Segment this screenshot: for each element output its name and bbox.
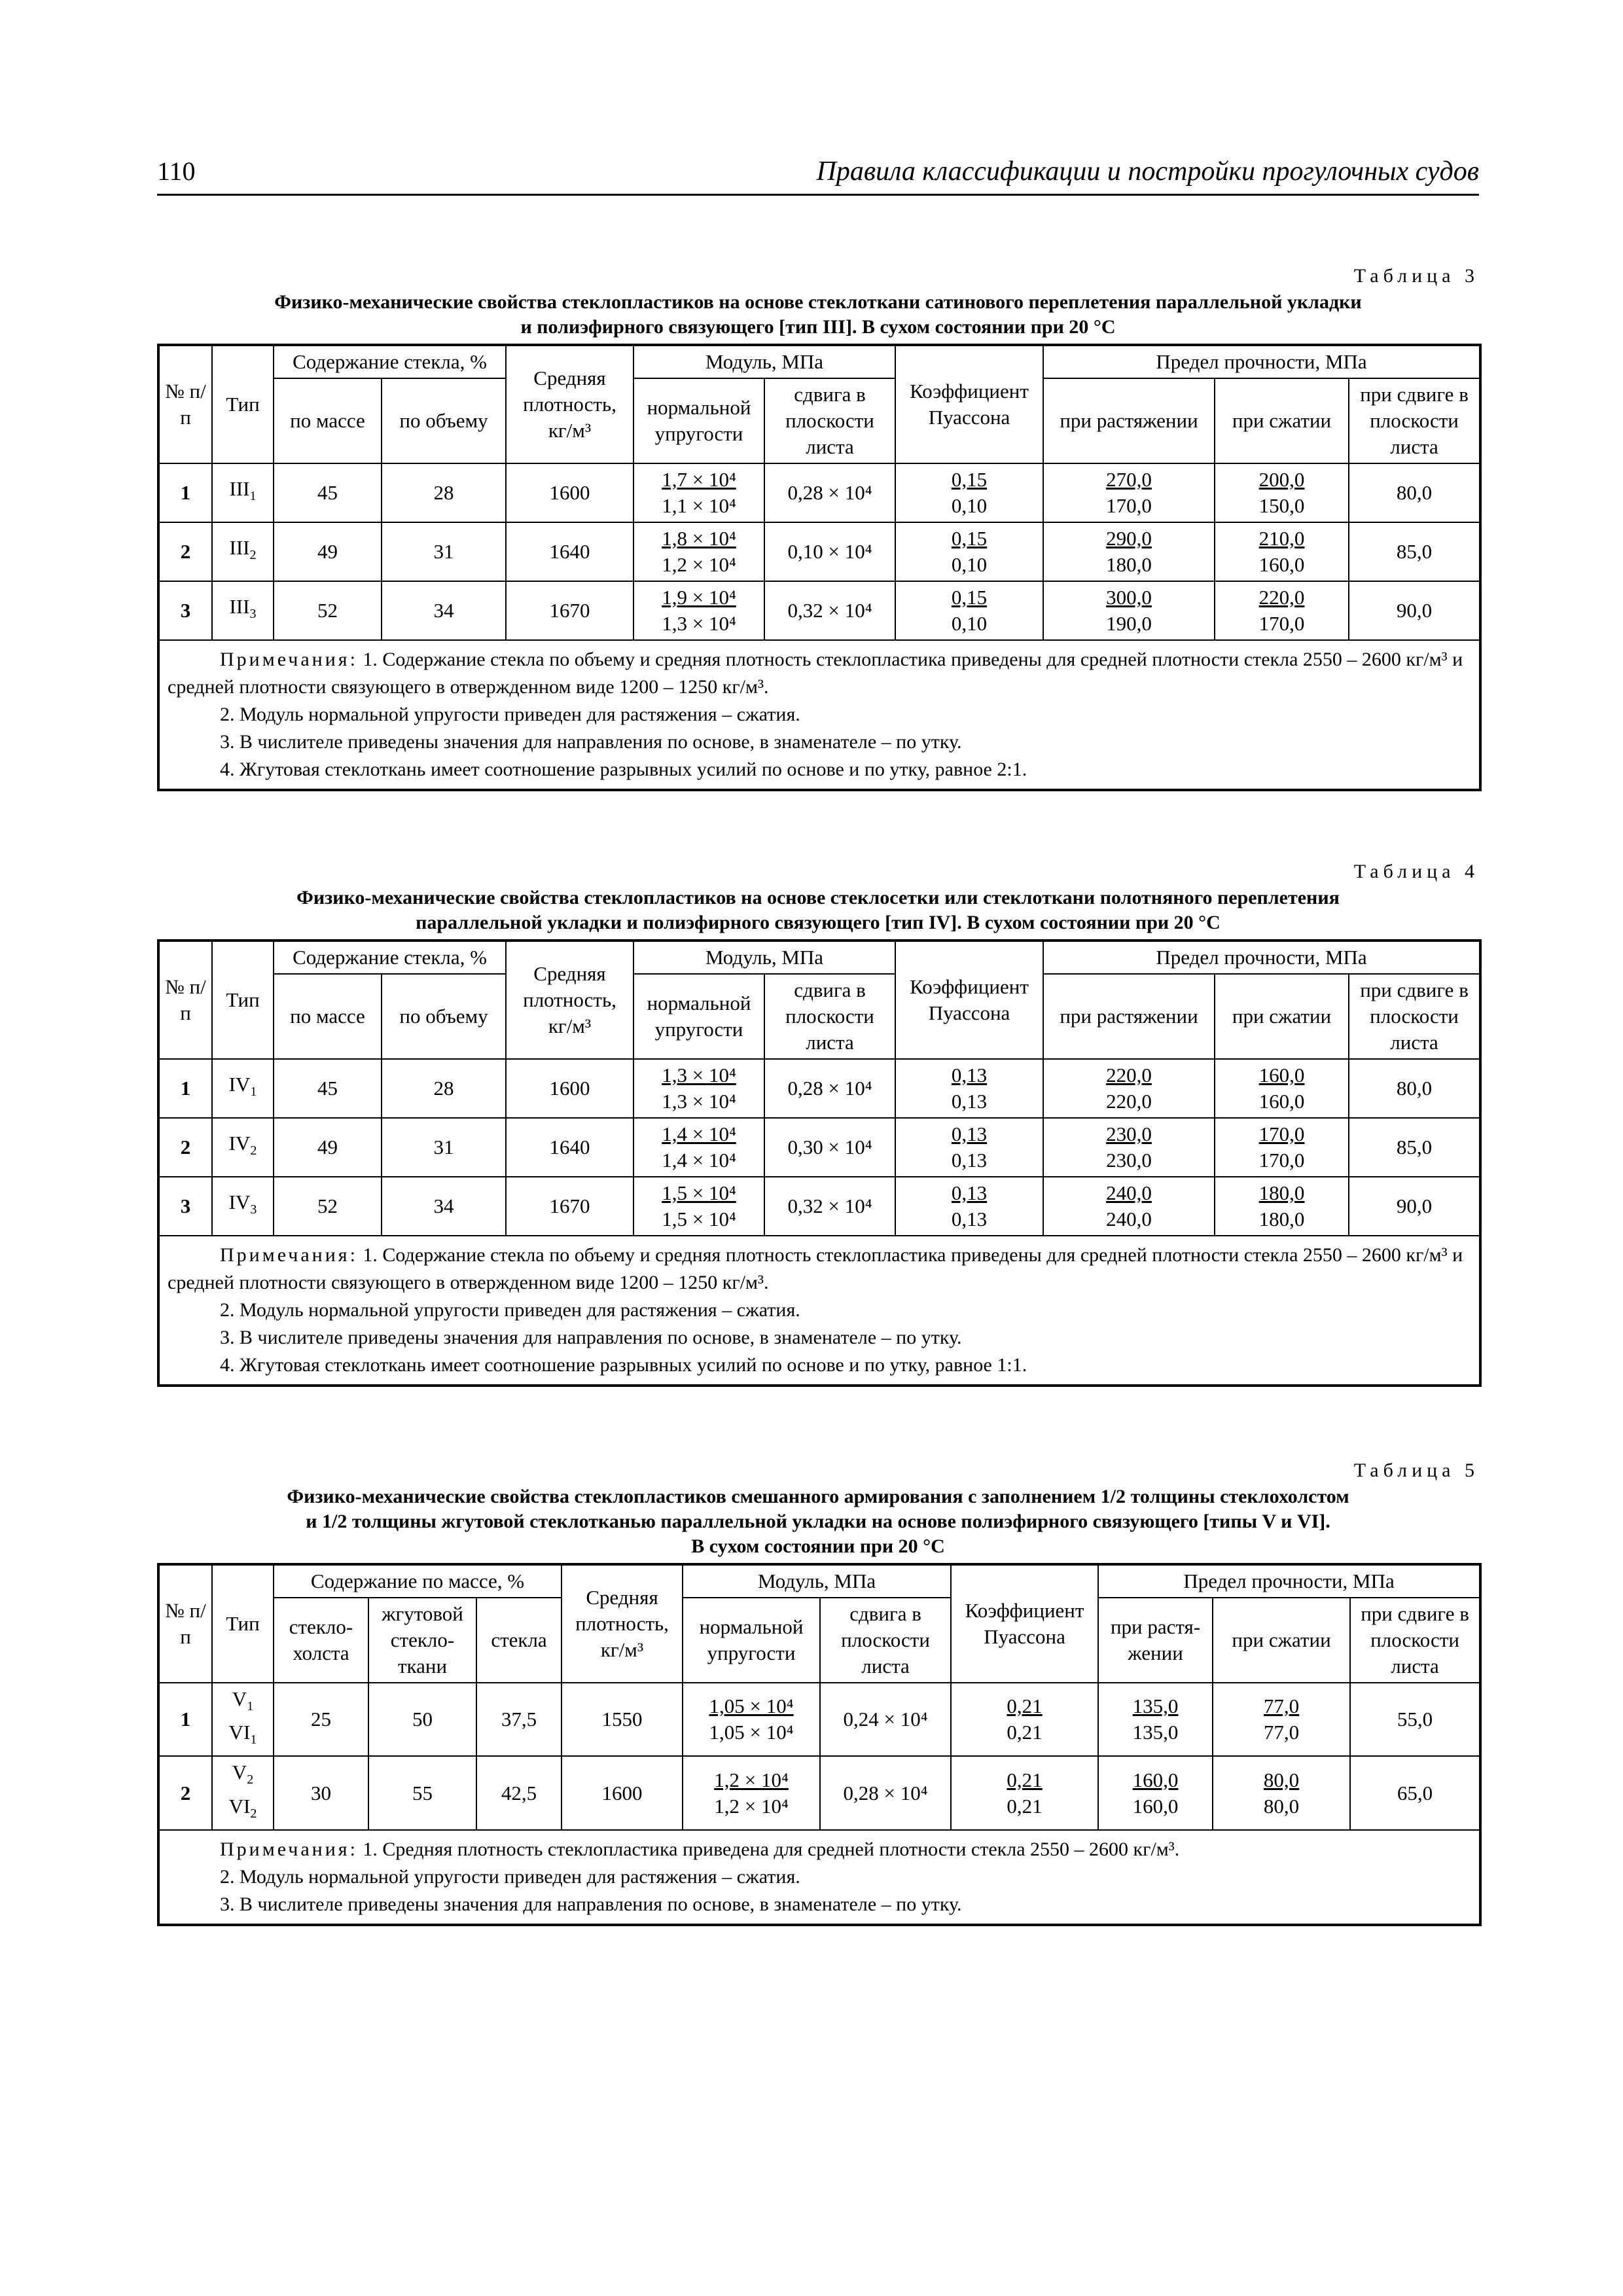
col-header-shear-strength: при сдвиге в плоскости листа [1349,378,1480,463]
col-header-glass: Содержание стекла, % [274,345,506,378]
running-title: Правила классификации и постройки прогулочных судов [816,156,1479,187]
col-header-compression: при сжатии [1215,378,1349,463]
table-4: № п/п Тип Содержание стекла, % Средняя плотность, кг/м³ Модуль, МПа Коэффициент Пуассона Предел прочности, МПа по массе по объему нормальной упругости сдвига в плоскости листа при растяжении при сжатии при сдвиге в плоскости листа 1 $IV_1$ 45 28 1600 $\frac{\text{1,3 × 10⁴}}{\text{1,3 × 10⁴}}$ 0,28 × 10⁴ $\frac{0,13}{0,13}$ $\frac{220,0}{220,0}$ $\frac{160,0}{160,0}$ 80,0 2 $IV_2$ 49 31 1640 $\frac{\text{1,4 × 10⁴}}{\text{1,4 × 10⁴}}$ 0,30 × 10⁴ $\frac{0,13}{0,13}$ $\frac{230,0}{230,0}$ $\frac{170,0}{170,0}$ 85,0 3 $IV_3$ 52 34 1670 $\frac{\text{1,5 × 10⁴}}{\text{1,5 × 10⁴}}$ 0,32 × 10⁴ $\frac{0,13}{0,13}$ $\frac{240,0}{240,0}$ $\frac{180,0}{180,0}$ 90,0 Примечания: 1. Содержание стекла по объему и средняя плотность стеклопластика приведены для средней плотности стекла 2550 – 2600 кг/м³ и средней плотности связующего в отвержденном виде 1200 – 1250 кг/м³. 2. Модуль нормальной упругости приведен для растяжения – сжатия. 3. В числителе приведены значения для направления по основе, в знаменателе – по утку. 4. Жгутовая стеклоткань имеет соотношение разрывных усилий по основе и по утку, равное 1:1. [157,939,1482,1387]
col-header-shear: сдвига в плоскости листа [764,378,895,463]
table-4-label: Таблица 4 [1353,861,1479,882]
col-header-normal: нормальной упругости [633,378,764,463]
table-3-title: Физико-механические свойства стеклопластиков на основе стеклоткани сатинового переплетения параллельной укладки и полиэфирного связующего [тип III]. В сухом состоянии при 20 °С [274,291,1362,338]
col-header-tension: при растяжении [1043,378,1215,463]
table-3-label: Таблица 3 [1353,265,1479,287]
col-header-volume: по объему [382,378,506,463]
table-row: 2 $IV_2$ 49 31 1640 $\frac{\text{1,4 × 10⁴}}{\text{1,4 × 10⁴}}$ 0,30 × 10⁴ $\frac{0,13}{0,13}$ $\frac{230,0}{230,0}$ $\frac{170,0}{170,0}$ 85,0 [158,1118,1480,1177]
col-header-no: № п/п [158,345,212,463]
col-header-mass-content: Содержание по массе, % [274,1564,562,1598]
table-3-block [157,265,1479,791]
table-5-notes: Примечания: 1. Средняя плотность стеклопластика приведена для средней плотности стекла 2550 – 2600 кг/м³. 2. Модуль нормальной упругости приведен для растяжения – сжатия. 3. В числителе приведены значения для направления по основе, в знаменателе – по утку. [158,1830,1480,1925]
col-header-glass: стекла [476,1598,562,1683]
col-header-mass: по массе [274,378,382,463]
table-row: 3 $IV_3$ 52 34 1670 $\frac{\text{1,5 × 10⁴}}{\text{1,5 × 10⁴}}$ 0,32 × 10⁴ $\frac{0,13}{0,13}$ $\frac{240,0}{240,0}$ $\frac{180,0}{180,0}$ 90,0 [158,1177,1480,1236]
table-row: 2 $V_2$ $VI_2$ 30 55 42,5 1600 $\frac{\text{1,2 × 10⁴}}{\text{1,2 × 10⁴}}$ 0,28 × 10⁴ $\frac{0,21}{0,21}$ $\frac{160,0}{160,0}$ $\frac{80,0}{80,0}$ 65,0 [158,1756,1480,1829]
col-header-type: Тип [212,345,274,463]
table-row: 2 $III_2$ 49 31 1640 $\frac{\text{1,8 × 10⁴}}{\text{1,2 × 10⁴}}$ 0,10 × 10⁴ $\frac{0,15}{0,10}$ $\frac{290,0}{180,0}$ $\frac{210,0}{160,0}$ 85,0 [158,522,1480,581]
table-4-block [157,861,1479,1387]
col-header-mat: стекло-холста [274,1598,368,1683]
table-4-title: Физико-механические свойства стеклопластиков на основе стеклосетки или стеклоткани полотняного переплетения параллельной укладки и полиэфирного связующего [тип IV]. В сухом состоянии при 20 °С [296,887,1340,933]
table-row: 3 $III_3$ 52 34 1670 $\frac{\text{1,9 × 10⁴}}{\text{1,3 × 10⁴}}$ 0,32 × 10⁴ $\frac{0,15}{0,10}$ $\frac{300,0}{190,0}$ $\frac{220,0}{170,0}$ 90,0 [158,581,1480,640]
col-header-strength: Предел прочности, МПа [1043,345,1480,378]
table-row: 1 $III_1$ 45 28 1600 $\frac{\text{1,7 × 10⁴}}{\text{1,1 × 10⁴}}$ 0,28 × 10⁴ $\frac{0,15}{0,10}$ $\frac{270,0}{170,0}$ $\frac{200,0}{150,0}$ 80,0 [158,463,1480,522]
col-header-density: Средняя плотность, кг/м³ [506,345,633,463]
table-5-label: Таблица 5 [1353,1460,1479,1481]
table-row: 1 $IV_1$ 45 28 1600 $\frac{\text{1,3 × 10⁴}}{\text{1,3 × 10⁴}}$ 0,28 × 10⁴ $\frac{0,13}{0,13}$ $\frac{220,0}{220,0}$ $\frac{160,0}{160,0}$ 80,0 [158,1059,1480,1118]
table-5: № п/п Тип Содержание по массе, % Средняя плотность, кг/м³ Модуль, МПа Коэффициент Пуассона Предел прочности, МПа стекло-холста жгутовой стекло-ткани стекла нормальной упругости сдвига в плоскости листа при растя-жении при сжатии при сдвиге в плоскости листа 1 $V_1$ $VI_1$ 25 50 37,5 1550 $\frac{\text{1,05 × 10⁴}}{\text{1,05 × 10⁴}}$ 0,24 × 10⁴ $\frac{0,21}{0,21}$ $\frac{135,0}{135,0}$ $\frac{77,0}{77,0}$ 55,0 2 $V_2$ $VI_2$ 30 55 42,5 1600 $\frac{\text{1,2 × 10⁴}}{\text{1,2 × 10⁴}}$ 0,28 × 10⁴ $\frac{0,21}{0,21}$ $\frac{160,0}{160,0}$ $\frac{80,0}{80,0}$ 65,0 Примечания: 1. Средняя плотность стеклопластика приведена для средней плотности стекла 2550 – 2600 кг/м³. 2. Модуль нормальной упругости приведен для растяжения – сжатия. 3. В числителе приведены значения для направления по основе, в знаменателе – по утку. [157,1563,1482,1926]
col-header-poisson: Коэффициент Пуассона [895,345,1043,463]
page-number: 110 [157,156,196,186]
col-header-roving: жгутовой стекло-ткани [368,1598,476,1683]
table-5-title: Физико-механические свойства стеклопластиков смешанного армирования с заполнением 1/2 толщины стеклохолстом и 1/2 толщины жгутовой стеклотканью параллельной укладки на основе полиэфирного связующего [типы V и VI]. В сухом состоянии при 20 °С [287,1486,1349,1557]
col-header-modulus: Модуль, МПа [633,345,895,378]
table-4-notes: Примечания: 1. Содержание стекла по объему и средняя плотность стеклопластика приведены для средней плотности стекла 2550 – 2600 кг/м³ и средней плотности связующего в отвержденном виде 1200 – 1250 кг/м³. 2. Модуль нормальной упругости приведен для растяжения – сжатия. 3. В числителе приведены значения для направления по основе, в знаменателе – по утку. 4. Жгутовая стеклоткань имеет соотношение разрывных усилий по основе и по утку, равное 1:1. [158,1236,1480,1386]
table-5-block [157,1460,1479,1926]
page-header [157,156,1479,196]
table-row: 1 $V_1$ $VI_1$ 25 50 37,5 1550 $\frac{\text{1,05 × 10⁴}}{\text{1,05 × 10⁴}}$ 0,24 × 10⁴ $\frac{0,21}{0,21}$ $\frac{135,0}{135,0}$ $\frac{77,0}{77,0}$ 55,0 [158,1683,1480,1756]
table-3 [157,344,1482,791]
table-3-notes: Примечания: 1. Содержание стекла по объему и средняя плотность стеклопластика приведены для средней плотности стекла 2550 – 2600 кг/м³ и средней плотности связующего в отвержденном виде 1200 – 1250 кг/м³. 2. Модуль нормальной упругости приведен для растяжения – сжатия. 3. В числителе приведены значения для направления по основе, в знаменателе – по утку. 4. Жгутовая стеклоткань имеет соотношение разрывных усилий по основе и по утку, равное 2:1. [158,640,1480,790]
